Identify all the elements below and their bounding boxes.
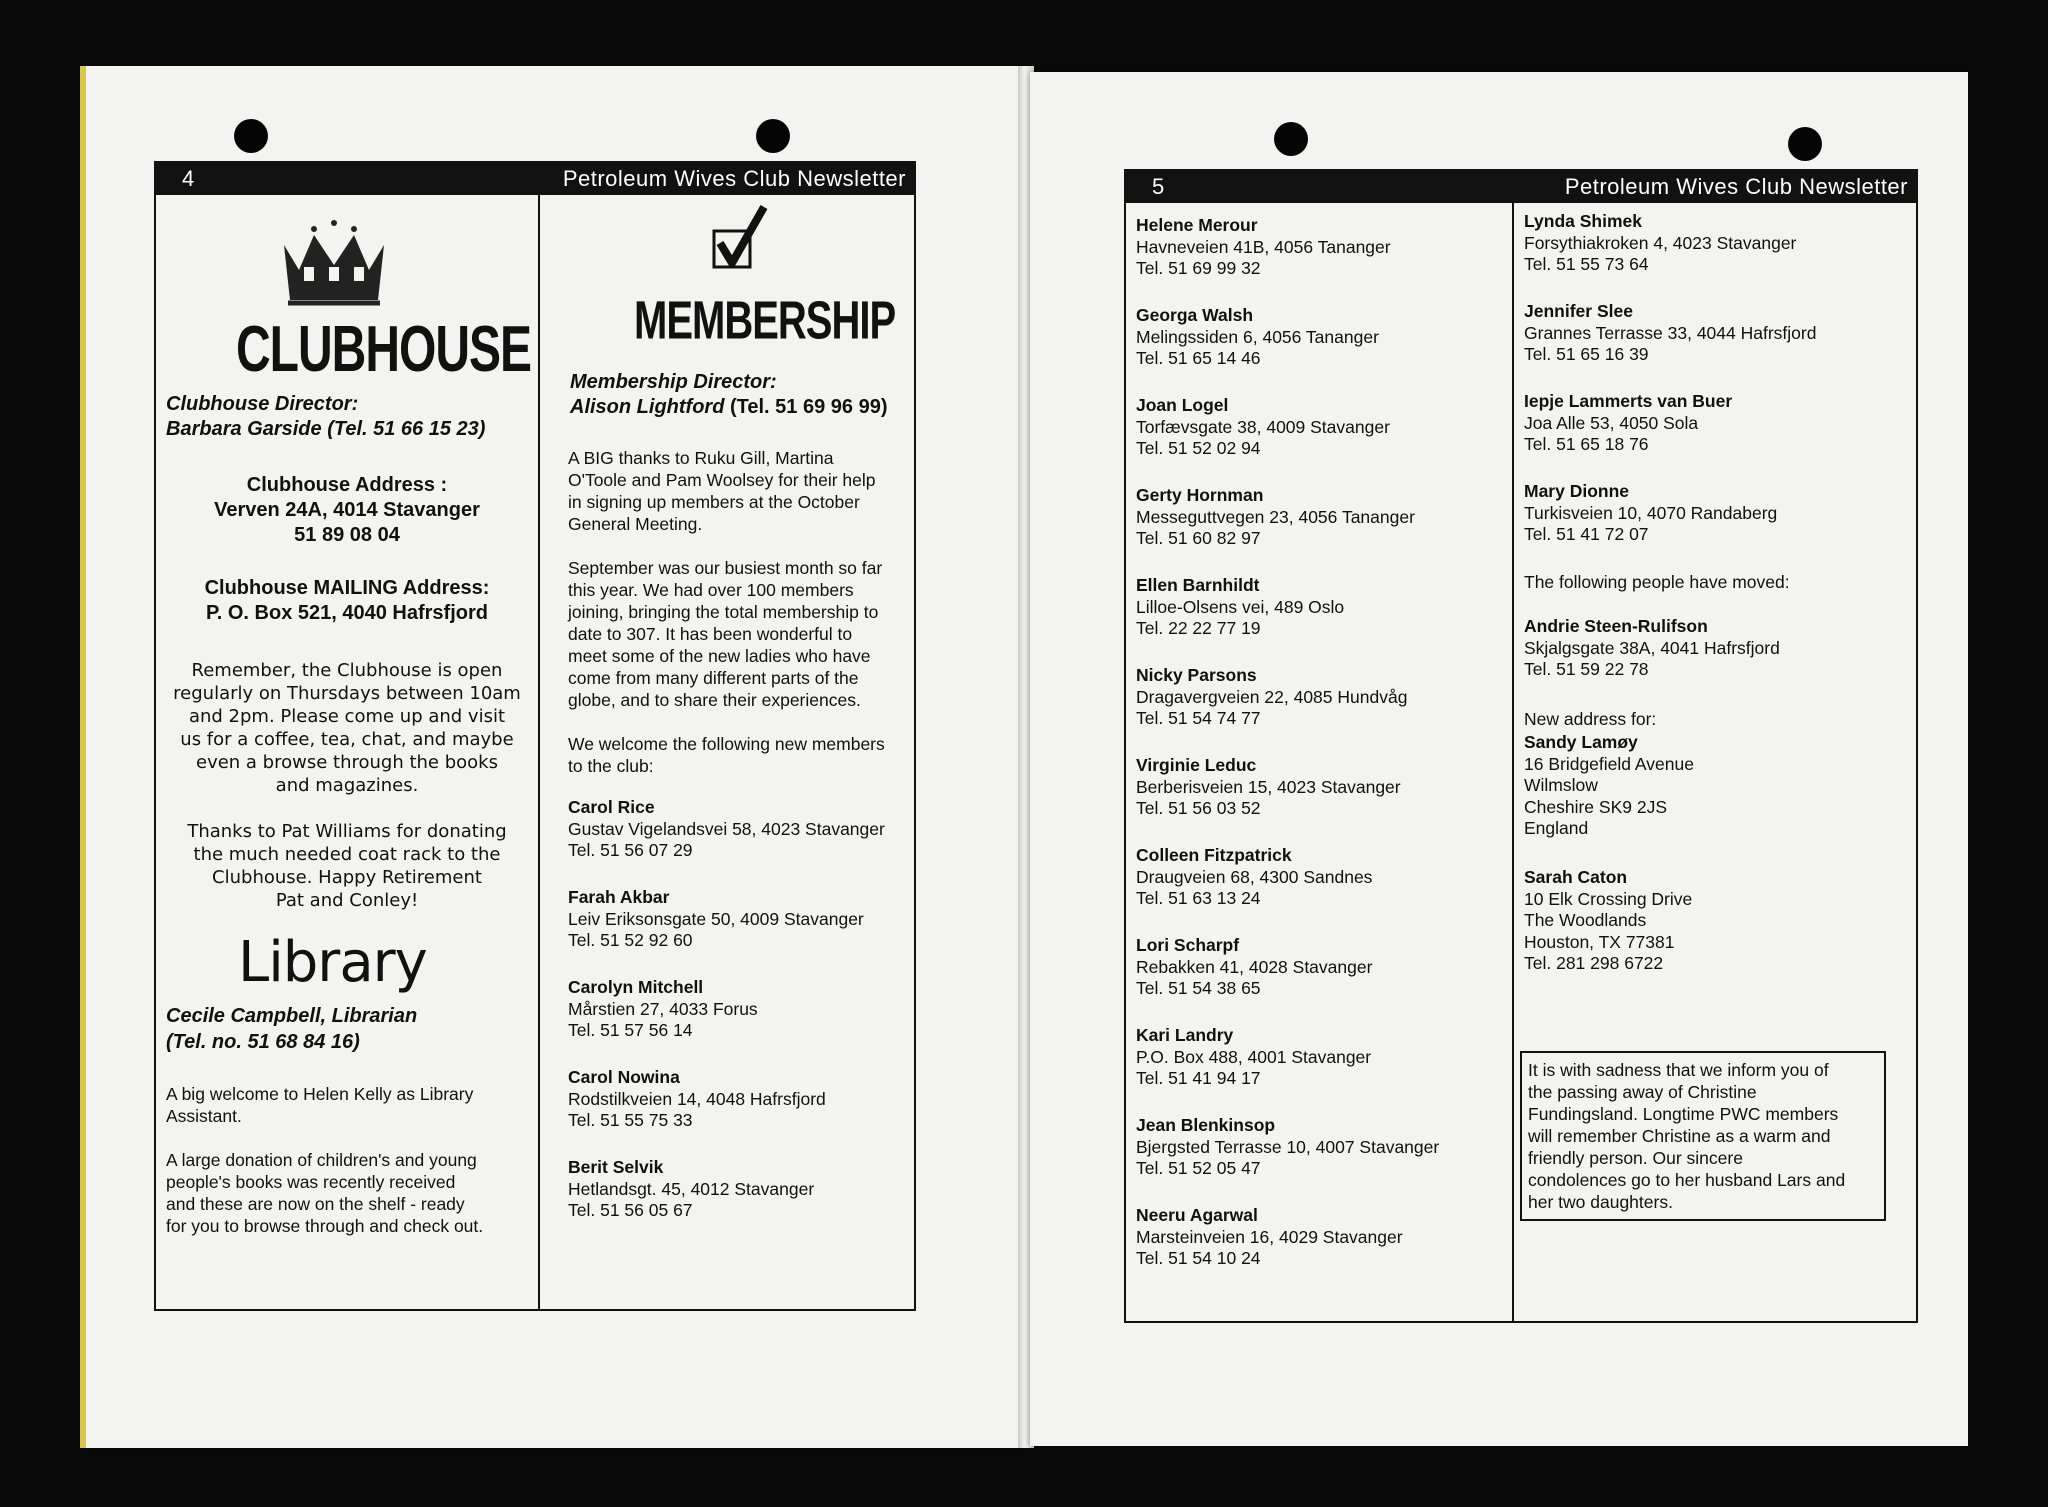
notice-line: Fundingsland. Longtime PWC members	[1528, 1104, 1839, 1124]
column-divider	[1512, 203, 1514, 1321]
member-address: Hetlandsgt. 45, 4012 Stavanger	[568, 1178, 815, 1199]
member-name: Lynda Shimek	[1524, 211, 1642, 231]
clubhouse-mailing-line: P. O. Box 521, 4040 Hafrsfjord	[206, 602, 488, 624]
member-name: Joan Logel	[1136, 395, 1229, 415]
page-header	[156, 163, 914, 195]
address-line: The Woodlands	[1524, 910, 1647, 930]
punch-hole	[1788, 127, 1822, 161]
member-name: Gerty Hornman	[1136, 485, 1264, 505]
clubhouse-para2-line: Clubhouse. Happy Retirement	[212, 867, 482, 888]
membership-column	[540, 195, 912, 1307]
member-entry	[1136, 1205, 1403, 1270]
checkmark-icon	[710, 203, 770, 273]
notice-line: the passing away of Christine	[1528, 1082, 1757, 1102]
membership-para2-line: come from many different parts of the	[568, 668, 859, 688]
member-name: Mary Dionne	[1524, 481, 1630, 501]
member-entry	[1136, 305, 1379, 370]
member-tel: Tel. 51 65 16 39	[1524, 344, 1649, 364]
member-name: Farah Akbar	[568, 887, 670, 907]
member-name: Georga Walsh	[1136, 305, 1254, 325]
clubhouse-para1-line: Remember, the Clubhouse is open	[191, 660, 503, 681]
member-tel: Tel. 51 54 10 24	[1136, 1248, 1261, 1268]
notice-line: condolences go to her husband Lars and	[1528, 1170, 1846, 1190]
member-tel: Tel. 51 41 72 07	[1524, 524, 1649, 544]
member-name: Carol Rice	[568, 797, 655, 817]
members-column-1	[1136, 215, 1506, 1315]
new-address-label: New address for:	[1524, 709, 1657, 729]
membership-para2-line: date to 307. It has been wonderful to	[568, 624, 853, 644]
member-address: Lilloe-Olsens vei, 489 Oslo	[1136, 596, 1345, 617]
left-page-frame	[154, 161, 916, 1311]
member-tel: Tel. 51 56 03 52	[1136, 798, 1261, 818]
clubhouse-para1-line: and magazines.	[275, 775, 419, 796]
clubhouse-para1-line: and 2pm. Please come up and visit	[188, 706, 506, 727]
member-address: Forsythiakroken 4, 4023 Stavanger	[1524, 232, 1797, 253]
member-tel: Tel. 51 52 02 94	[1136, 438, 1261, 458]
member-address: Mårstien 27, 4033 Forus	[568, 998, 758, 1019]
member-name: Carolyn Mitchell	[568, 977, 704, 997]
member-entry	[1136, 755, 1401, 820]
member-entry	[568, 887, 864, 952]
library-para1-line: A big welcome to Helen Kelly as Library	[166, 1084, 474, 1104]
member-address: Havneveien 41B, 4056 Tananger	[1136, 236, 1391, 257]
library-para2-line: A large donation of children's and young	[166, 1150, 477, 1170]
member-entry	[1136, 485, 1415, 550]
member-address: Rodstilkveien 14, 4048 Hafrsfjord	[568, 1088, 826, 1109]
clubhouse-column	[156, 195, 538, 1307]
member-name: Kari Landry	[1136, 1025, 1234, 1045]
member-name: Jennifer Slee	[1524, 301, 1633, 321]
clubhouse-address-label: Clubhouse Address :	[246, 474, 448, 496]
member-address: Marsteinveien 16, 4029 Stavanger	[1136, 1226, 1403, 1247]
member-name: Ellen Barnhildt	[1136, 575, 1260, 595]
address-line: 10 Elk Crossing Drive	[1524, 888, 1693, 909]
membership-para1-line: A BIG thanks to Ruku Gill, Martina	[568, 448, 834, 468]
member-entry	[1524, 301, 1816, 366]
member-name: Iepje Lammerts van Buer	[1524, 391, 1733, 411]
member-tel: Tel. 51 63 13 24	[1136, 888, 1261, 908]
library-para2-line: and these are now on the shelf - ready	[166, 1194, 465, 1214]
member-name: Lori Scharpf	[1136, 935, 1240, 955]
member-name: Berit Selvik	[568, 1157, 664, 1177]
member-name: Sarah Caton	[1524, 867, 1628, 887]
member-entry	[568, 977, 758, 1042]
notice-line: her two daughters.	[1528, 1192, 1673, 1212]
membership-para3-line: to the club:	[568, 756, 654, 776]
punch-hole	[756, 119, 790, 153]
library-heading: Library	[238, 930, 427, 995]
member-tel: Tel. 51 41 94 17	[1136, 1068, 1261, 1088]
member-tel: Tel. 51 59 22 78	[1524, 659, 1649, 679]
member-entry	[568, 1067, 826, 1132]
page-header	[1126, 171, 1916, 203]
notice-line: It is with sadness that we inform you of	[1528, 1060, 1829, 1080]
member-entry	[1524, 391, 1732, 456]
member-name: Carol Nowina	[568, 1067, 680, 1087]
member-address: Dragavergveien 22, 4085 Hundvåg	[1136, 686, 1408, 707]
member-entry	[1524, 481, 1777, 546]
member-entry	[1136, 395, 1390, 460]
membership-para2-line: globe, and to share their experiences.	[568, 690, 861, 710]
member-entry	[1524, 616, 1780, 681]
member-entry	[1136, 935, 1372, 1000]
member-tel: Tel. 51 56 05 67	[568, 1200, 693, 1220]
punch-hole	[234, 119, 268, 153]
member-address: P.O. Box 488, 4001 Stavanger	[1136, 1046, 1372, 1067]
member-name: Andrie Steen-Rulifson	[1524, 616, 1708, 636]
member-address: Messeguttvegen 23, 4056 Tananger	[1136, 506, 1415, 527]
moved-label: The following people have moved:	[1524, 572, 1790, 592]
condolence-notice	[1520, 1051, 1886, 1221]
clubhouse-director-name: Barbara Garside (Tel. 51 66 15 23)	[166, 418, 486, 440]
clubhouse-phone: 51 89 08 04	[294, 524, 400, 546]
member-address: Melingssiden 6, 4056 Tananger	[1136, 326, 1379, 347]
member-address: Skjalgsgate 38A, 4041 Hafrsfjord	[1524, 637, 1780, 658]
membership-director-name: Alison Lightford	[570, 396, 725, 418]
address-line: England	[1524, 818, 1589, 838]
membership-para1-line: in signing up members at the October	[568, 492, 860, 512]
member-entry	[568, 797, 885, 862]
member-address: Bjergsted Terrasse 10, 4007 Stavanger	[1136, 1136, 1440, 1157]
member-address: Grannes Terrasse 33, 4044 Hafrsfjord	[1524, 322, 1817, 343]
clubhouse-crown-icon	[274, 215, 394, 315]
member-entry	[1136, 1025, 1371, 1090]
librarian-tel: (Tel. no. 51 68 84 16)	[166, 1031, 360, 1053]
member-entry	[1524, 732, 1694, 840]
member-address: Gustav Vigelandsvei 58, 4023 Stavanger	[568, 818, 885, 839]
clubhouse-para1-line: us for a coffee, tea, chat, and maybe	[180, 729, 514, 750]
membership-director-line	[570, 396, 887, 419]
member-address: Torfævsgate 38, 4009 Stavanger	[1136, 416, 1390, 437]
membership-para2-line: joining, bringing the total membership to	[568, 602, 879, 622]
member-address: Rebakken 41, 4028 Stavanger	[1136, 956, 1373, 977]
clubhouse-para1-line: even a browse through the books	[196, 752, 498, 773]
clubhouse-para1-line: regularly on Thursdays between 10am	[173, 683, 521, 704]
page-number: 5	[1152, 174, 1165, 199]
member-address: Leiv Eriksonsgate 50, 4009 Stavanger	[568, 908, 864, 929]
member-tel: Tel. 51 69 99 32	[1136, 258, 1261, 278]
member-name: Jean Blenkinsop	[1136, 1115, 1276, 1135]
newsletter-title: Petroleum Wives Club Newsletter	[1564, 174, 1908, 199]
member-entry	[1136, 575, 1344, 640]
membership-para2-line: September was our busiest month so far	[568, 558, 883, 578]
member-address: Joa Alle 53, 4050 Sola	[1524, 412, 1699, 433]
clubhouse-mailing-label: Clubhouse MAILING Address:	[204, 577, 490, 599]
member-tel: Tel. 51 55 75 33	[568, 1110, 693, 1130]
clubhouse-address-line: Verven 24A, 4014 Stavanger	[214, 499, 480, 521]
member-tel: Tel. 51 65 18 76	[1524, 434, 1649, 454]
membership-heading: MEMBERSHIP	[634, 291, 896, 351]
member-entry	[1136, 665, 1407, 730]
clubhouse-para2-line: Pat and Conley!	[275, 890, 419, 911]
clubhouse-director-label: Clubhouse Director:	[166, 393, 359, 415]
librarian-name: Cecile Campbell, Librarian	[166, 1005, 418, 1027]
member-tel: Tel. 51 57 56 14	[568, 1020, 693, 1040]
membership-director-label: Membership Director:	[570, 371, 777, 393]
membership-para1-line: O'Toole and Pam Woolsey for their help	[568, 470, 876, 490]
member-address: Draugveien 68, 4300 Sandnes	[1136, 866, 1373, 887]
membership-para1-line: General Meeting.	[568, 514, 703, 534]
library-para1-line: Assistant.	[166, 1106, 242, 1126]
clubhouse-para2-line: Thanks to Pat Williams for donating	[187, 821, 507, 842]
address-line: Houston, TX 77381	[1524, 931, 1675, 952]
member-entry	[568, 1157, 814, 1222]
member-tel: Tel. 22 22 77 19	[1136, 618, 1261, 638]
member-tel: Tel. 51 52 05 47	[1136, 1158, 1261, 1178]
library-para2-line: for you to browse through and check out.	[166, 1216, 484, 1236]
membership-para2-line: this year. We had over 100 members	[568, 580, 854, 600]
left-page	[80, 66, 1026, 1448]
member-address: Berberisveien 15, 4023 Stavanger	[1136, 776, 1401, 797]
notice-line: will remember Christine as a warm and	[1528, 1126, 1831, 1146]
member-tel: Tel. 51 52 92 60	[568, 930, 693, 950]
member-name: Virginie Leduc	[1136, 755, 1257, 775]
punch-hole	[1274, 122, 1308, 156]
member-name: Nicky Parsons	[1136, 665, 1257, 685]
address-line: Cheshire SK9 2JS	[1524, 796, 1667, 817]
member-entry	[1136, 1115, 1439, 1180]
member-tel: Tel. 51 60 82 97	[1136, 528, 1261, 548]
membership-para2-line: meet some of the new ladies who have	[568, 646, 871, 666]
member-address: Turkisveien 10, 4070 Randaberg	[1524, 502, 1778, 523]
member-tel: Tel. 51 65 14 46	[1136, 348, 1261, 368]
address-line: Wilmslow	[1524, 775, 1598, 795]
member-tel: Tel. 51 54 74 77	[1136, 708, 1261, 728]
membership-director-tel: (Tel. 51 69 96 99)	[729, 396, 888, 418]
member-name: Colleen Fitzpatrick	[1136, 845, 1292, 865]
members-column-2	[1524, 211, 1904, 1311]
member-name: Neeru Agarwal	[1136, 1205, 1258, 1225]
newsletter-title: Petroleum Wives Club Newsletter	[562, 166, 906, 191]
member-tel: Tel. 51 56 07 29	[568, 840, 693, 860]
member-entry	[1524, 211, 1796, 276]
clubhouse-para2-line: the much needed coat rack to the	[193, 844, 501, 865]
member-entry	[1524, 867, 1692, 975]
library-para2-line: people's books was recently received	[166, 1172, 456, 1192]
member-entry	[1136, 845, 1372, 910]
member-tel: Tel. 51 54 38 65	[1136, 978, 1261, 998]
page-number: 4	[182, 166, 195, 191]
member-entry	[1136, 215, 1391, 280]
address-line: Tel. 281 298 6722	[1524, 953, 1664, 973]
member-name: Sandy Lamøy	[1524, 732, 1638, 752]
member-name: Helene Merour	[1136, 215, 1258, 235]
member-tel: Tel. 51 55 73 64	[1524, 254, 1649, 274]
address-line: 16 Bridgefield Avenue	[1524, 753, 1694, 774]
membership-para3-line: We welcome the following new members	[568, 734, 885, 754]
right-page	[1030, 72, 1968, 1446]
right-page-frame	[1124, 169, 1918, 1323]
notice-line: friendly person. Our sincere	[1528, 1148, 1743, 1168]
clubhouse-heading: CLUBHOUSE	[236, 314, 532, 386]
